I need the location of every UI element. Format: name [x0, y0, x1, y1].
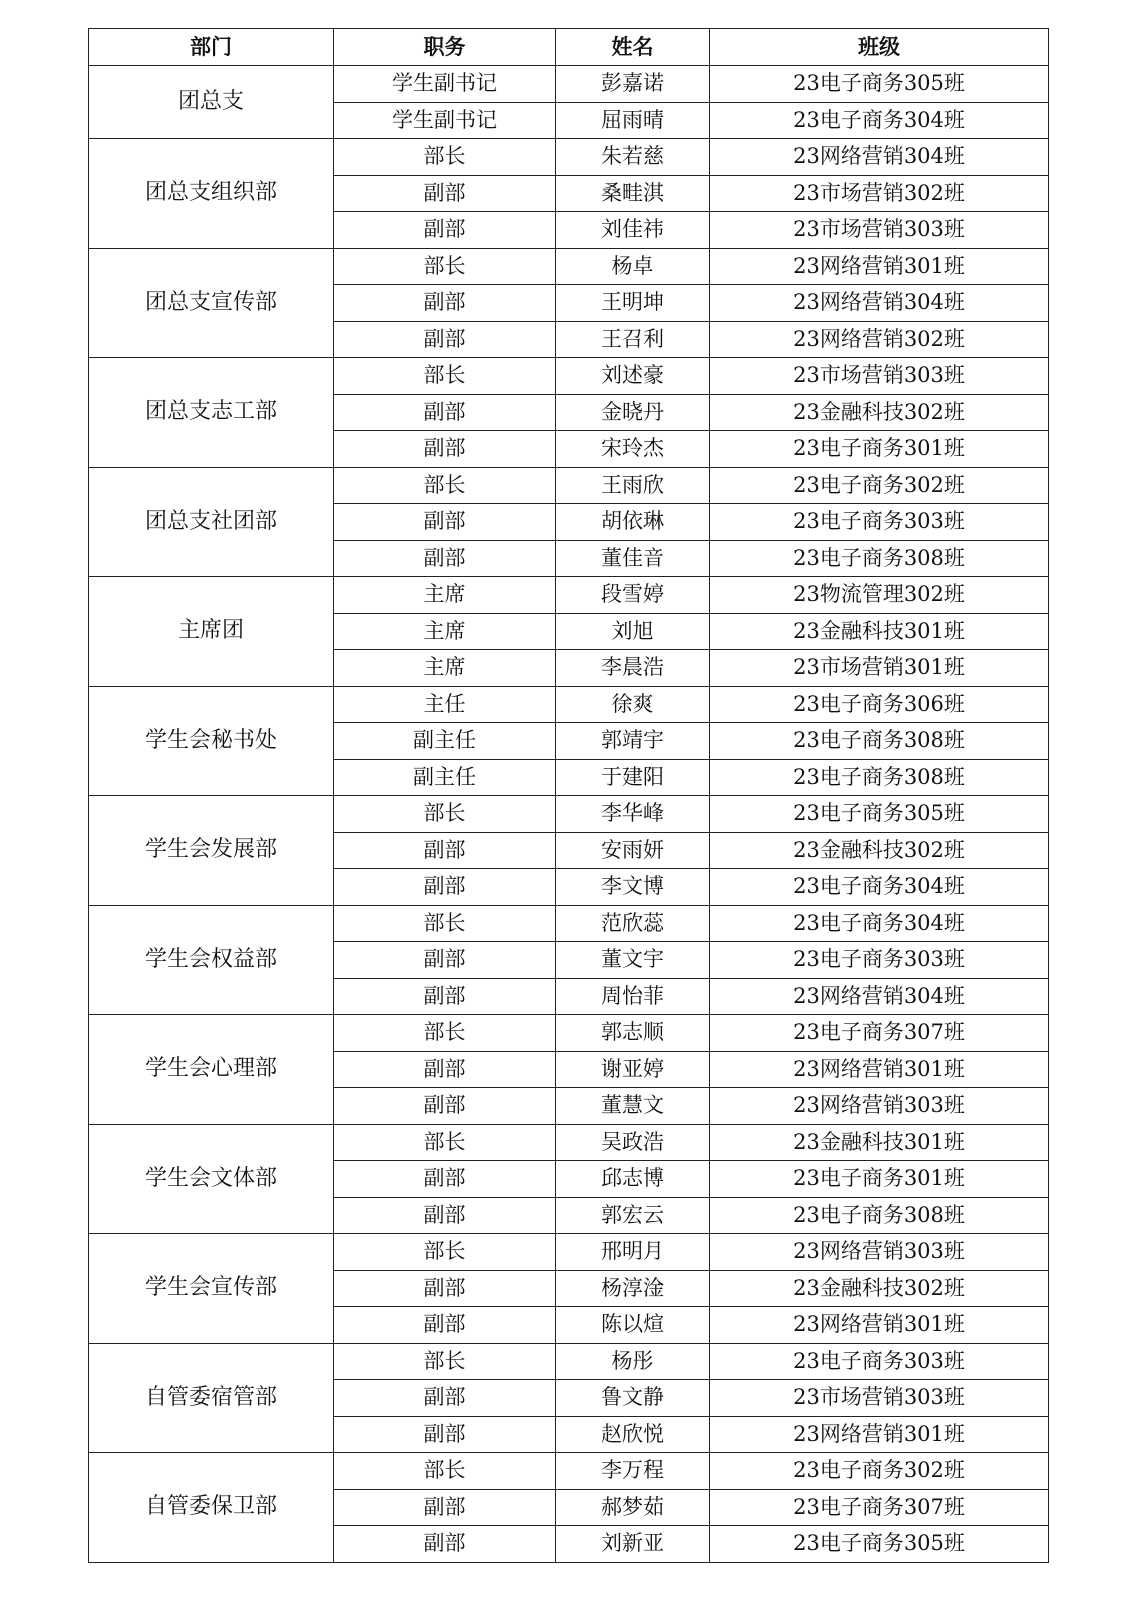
class-cell: 23电子商务301班 — [710, 1161, 1049, 1198]
name-cell: 陈以煊 — [556, 1307, 710, 1344]
name-cell: 朱若慈 — [556, 139, 710, 176]
table-row — [89, 686, 1049, 723]
table-row — [89, 66, 1049, 103]
department-cell: 团总支宣传部 — [89, 248, 334, 358]
table-row — [89, 248, 1049, 285]
table-row — [89, 467, 1049, 504]
class-cell: 23电子商务305班 — [710, 796, 1049, 833]
role-cell: 副主任 — [334, 759, 556, 796]
class-cell: 23电子商务308班 — [710, 1197, 1049, 1234]
name-cell: 安雨妍 — [556, 832, 710, 869]
department-cell: 学生会文体部 — [89, 1124, 334, 1234]
class-cell: 23电子商务308班 — [710, 759, 1049, 796]
roster-body — [89, 66, 1049, 1563]
class-cell: 23网络营销302班 — [710, 321, 1049, 358]
name-cell: 段雪婷 — [556, 577, 710, 614]
role-cell: 副部 — [334, 978, 556, 1015]
class-cell: 23电子商务301班 — [710, 431, 1049, 468]
department-cell: 团总支组织部 — [89, 139, 334, 249]
name-cell: 王明坤 — [556, 285, 710, 322]
name-cell: 鲁文静 — [556, 1380, 710, 1417]
class-cell: 23网络营销303班 — [710, 1088, 1049, 1125]
role-cell: 副部 — [334, 431, 556, 468]
role-cell: 部长 — [334, 905, 556, 942]
class-cell: 23电子商务302班 — [710, 1453, 1049, 1490]
role-cell: 副部 — [334, 1307, 556, 1344]
role-cell: 部长 — [334, 248, 556, 285]
name-cell: 吴政浩 — [556, 1124, 710, 1161]
name-cell: 范欣蕊 — [556, 905, 710, 942]
role-cell: 副部 — [334, 1380, 556, 1417]
role-cell: 部长 — [334, 1343, 556, 1380]
role-cell: 部长 — [334, 1453, 556, 1490]
name-cell: 董文宇 — [556, 942, 710, 979]
name-cell: 李万程 — [556, 1453, 710, 1490]
name-cell: 杨卓 — [556, 248, 710, 285]
name-cell: 李晨浩 — [556, 650, 710, 687]
role-cell: 部长 — [334, 1015, 556, 1052]
class-cell: 23市场营销303班 — [710, 1380, 1049, 1417]
department-cell: 学生会宣传部 — [89, 1234, 334, 1344]
role-cell: 副部 — [334, 1416, 556, 1453]
role-cell: 部长 — [334, 1124, 556, 1161]
name-cell: 王雨欣 — [556, 467, 710, 504]
header-dept: 部门 — [89, 29, 334, 66]
role-cell: 副部 — [334, 1489, 556, 1526]
class-cell: 23金融科技302班 — [710, 832, 1049, 869]
role-cell: 部长 — [334, 1234, 556, 1271]
department-cell: 学生会秘书处 — [89, 686, 334, 796]
class-cell: 23网络营销304班 — [710, 139, 1049, 176]
department-cell: 自管委保卫部 — [89, 1453, 334, 1563]
header-name: 姓名 — [556, 29, 710, 66]
class-cell: 23网络营销304班 — [710, 285, 1049, 322]
name-cell: 邢明月 — [556, 1234, 710, 1271]
header-role: 职务 — [334, 29, 556, 66]
table-row — [89, 905, 1049, 942]
class-cell: 23金融科技302班 — [710, 1270, 1049, 1307]
class-cell: 23市场营销303班 — [710, 212, 1049, 249]
class-cell: 23电子商务308班 — [710, 540, 1049, 577]
name-cell: 屈雨晴 — [556, 102, 710, 139]
class-cell: 23金融科技301班 — [710, 1124, 1049, 1161]
name-cell: 谢亚婷 — [556, 1051, 710, 1088]
member-roster-table — [88, 28, 1049, 1563]
department-cell: 主席团 — [89, 577, 334, 687]
class-cell: 23市场营销303班 — [710, 358, 1049, 395]
department-cell: 学生会心理部 — [89, 1015, 334, 1125]
class-cell: 23金融科技301班 — [710, 613, 1049, 650]
name-cell: 彭嘉诺 — [556, 66, 710, 103]
class-cell: 23市场营销301班 — [710, 650, 1049, 687]
name-cell: 赵欣悦 — [556, 1416, 710, 1453]
role-cell: 副部 — [334, 394, 556, 431]
role-cell: 副部 — [334, 285, 556, 322]
class-cell: 23电子商务305班 — [710, 66, 1049, 103]
table-row — [89, 577, 1049, 614]
name-cell: 郭志顺 — [556, 1015, 710, 1052]
class-cell: 23电子商务307班 — [710, 1489, 1049, 1526]
department-cell: 自管委宿管部 — [89, 1343, 334, 1453]
department-cell: 学生会发展部 — [89, 796, 334, 906]
role-cell: 副部 — [334, 212, 556, 249]
header-class: 班级 — [710, 29, 1049, 66]
department-cell: 团总支 — [89, 66, 334, 139]
name-cell: 李文博 — [556, 869, 710, 906]
role-cell: 学生副书记 — [334, 66, 556, 103]
class-cell: 23金融科技302班 — [710, 394, 1049, 431]
name-cell: 邱志博 — [556, 1161, 710, 1198]
class-cell: 23电子商务302班 — [710, 467, 1049, 504]
name-cell: 郝梦茹 — [556, 1489, 710, 1526]
name-cell: 刘旭 — [556, 613, 710, 650]
name-cell: 董慧文 — [556, 1088, 710, 1125]
name-cell: 杨淳淦 — [556, 1270, 710, 1307]
role-cell: 副部 — [334, 1051, 556, 1088]
class-cell: 23电子商务303班 — [710, 504, 1049, 541]
name-cell: 刘新亚 — [556, 1526, 710, 1563]
name-cell: 郭宏云 — [556, 1197, 710, 1234]
role-cell: 主任 — [334, 686, 556, 723]
role-cell: 副主任 — [334, 723, 556, 760]
name-cell: 王召利 — [556, 321, 710, 358]
class-cell: 23电子商务303班 — [710, 942, 1049, 979]
department-cell: 团总支社团部 — [89, 467, 334, 577]
name-cell: 桑畦淇 — [556, 175, 710, 212]
table-row — [89, 796, 1049, 833]
role-cell: 部长 — [334, 139, 556, 176]
role-cell: 学生副书记 — [334, 102, 556, 139]
class-cell: 23电子商务303班 — [710, 1343, 1049, 1380]
table-row — [89, 1343, 1049, 1380]
class-cell: 23电子商务306班 — [710, 686, 1049, 723]
class-cell: 23电子商务308班 — [710, 723, 1049, 760]
header-row — [89, 29, 1049, 66]
role-cell: 副部 — [334, 942, 556, 979]
role-cell: 主席 — [334, 613, 556, 650]
department-cell: 团总支志工部 — [89, 358, 334, 468]
name-cell: 董佳音 — [556, 540, 710, 577]
role-cell: 副部 — [334, 321, 556, 358]
name-cell: 金晓丹 — [556, 394, 710, 431]
class-cell: 23物流管理302班 — [710, 577, 1049, 614]
name-cell: 杨彤 — [556, 1343, 710, 1380]
name-cell: 徐爽 — [556, 686, 710, 723]
department-cell: 学生会权益部 — [89, 905, 334, 1015]
class-cell: 23网络营销301班 — [710, 1416, 1049, 1453]
role-cell: 副部 — [334, 1270, 556, 1307]
name-cell: 胡依琳 — [556, 504, 710, 541]
class-cell: 23网络营销301班 — [710, 248, 1049, 285]
role-cell: 主席 — [334, 577, 556, 614]
class-cell: 23电子商务304班 — [710, 869, 1049, 906]
table-row — [89, 1015, 1049, 1052]
role-cell: 副部 — [334, 869, 556, 906]
class-cell: 23电子商务304班 — [710, 102, 1049, 139]
table-row — [89, 358, 1049, 395]
class-cell: 23网络营销301班 — [710, 1051, 1049, 1088]
class-cell: 23电子商务305班 — [710, 1526, 1049, 1563]
name-cell: 宋玲杰 — [556, 431, 710, 468]
table-row — [89, 1124, 1049, 1161]
class-cell: 23网络营销303班 — [710, 1234, 1049, 1271]
class-cell: 23市场营销302班 — [710, 175, 1049, 212]
role-cell: 部长 — [334, 796, 556, 833]
role-cell: 副部 — [334, 175, 556, 212]
table-row — [89, 139, 1049, 176]
table-row — [89, 1234, 1049, 1271]
name-cell: 刘述豪 — [556, 358, 710, 395]
class-cell: 23电子商务304班 — [710, 905, 1049, 942]
role-cell: 副部 — [334, 1161, 556, 1198]
name-cell: 李华峰 — [556, 796, 710, 833]
name-cell: 郭靖宇 — [556, 723, 710, 760]
role-cell: 副部 — [334, 1088, 556, 1125]
role-cell: 部长 — [334, 467, 556, 504]
table-row — [89, 1453, 1049, 1490]
role-cell: 副部 — [334, 1197, 556, 1234]
role-cell: 副部 — [334, 1526, 556, 1563]
role-cell: 副部 — [334, 504, 556, 541]
name-cell: 周怡菲 — [556, 978, 710, 1015]
class-cell: 23网络营销304班 — [710, 978, 1049, 1015]
role-cell: 副部 — [334, 540, 556, 577]
name-cell: 于建阳 — [556, 759, 710, 796]
role-cell: 副部 — [334, 832, 556, 869]
name-cell: 刘佳祎 — [556, 212, 710, 249]
role-cell: 主席 — [334, 650, 556, 687]
class-cell: 23电子商务307班 — [710, 1015, 1049, 1052]
role-cell: 部长 — [334, 358, 556, 395]
class-cell: 23网络营销301班 — [710, 1307, 1049, 1344]
